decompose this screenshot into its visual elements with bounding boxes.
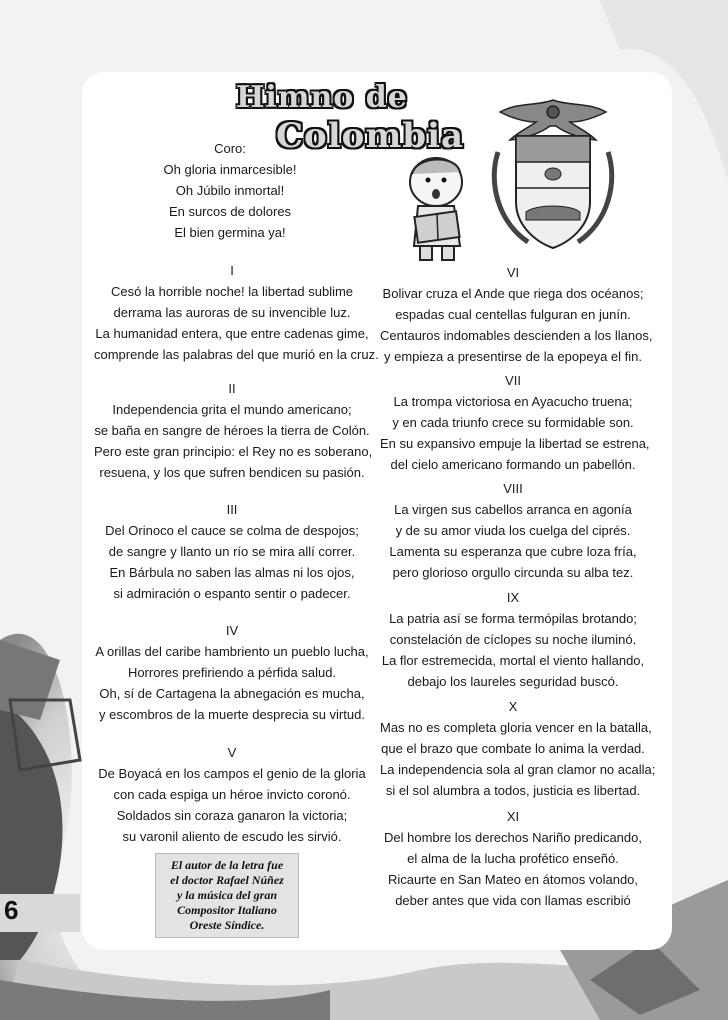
stanza-line: y de su amor viuda los cuelga del ciprés. bbox=[395, 523, 631, 538]
stanza-line: Del hombre los derechos Nariño predicando, bbox=[384, 830, 642, 845]
stanza-line: espadas cual centellas fulguran en junín. bbox=[395, 307, 631, 322]
stanza-line: La humanidad entera, que entre cadenas gime, bbox=[95, 326, 369, 341]
stanza-line: con cada espiga un héroe invicto coronó. bbox=[113, 787, 351, 802]
stanza-number: X bbox=[508, 699, 518, 714]
stanza-line: debajo los laureles seguridad buscó. bbox=[407, 674, 619, 689]
stanza-5 bbox=[94, 742, 370, 847]
stanza-1 bbox=[94, 260, 379, 365]
stanza-10 bbox=[380, 696, 656, 801]
page-number-tab bbox=[0, 894, 80, 932]
stanza-number: VI bbox=[506, 265, 520, 280]
stanza-line: resuena, y los que sufren bendicen su pasión. bbox=[99, 465, 365, 480]
stanza-line: Mas no es completa gloria vencer en la batalla, bbox=[380, 720, 652, 735]
chorus bbox=[150, 138, 310, 243]
credit-line: y la música del gran bbox=[176, 888, 277, 902]
stanza-line: pero glorioso orgullo circunda su alba tez. bbox=[392, 565, 634, 580]
stanza-line: Lamenta su esperanza que cubre loza fría, bbox=[389, 544, 637, 559]
stanza-line: y en cada triunfo crece su formidable son. bbox=[392, 415, 634, 430]
stanza-line: Ricaurte en San Mateo en átomos volando, bbox=[387, 872, 639, 887]
stanza-6 bbox=[380, 262, 653, 367]
stanza-line: Cesó la horrible noche! la libertad sublime bbox=[110, 284, 354, 299]
stanza-line: A orillas del caribe hambriento un pueblo lucha, bbox=[95, 644, 369, 659]
credit-line: El autor de la letra fue bbox=[170, 858, 284, 872]
stanza-number: VIII bbox=[503, 481, 523, 496]
stanza-line: y empieza a presentirse de la epopeya el fin. bbox=[384, 349, 642, 364]
coat-of-arms-icon bbox=[488, 92, 618, 252]
stanza-line: Centauros indomables descienden a los llanos, bbox=[380, 328, 653, 343]
stanza-line: que el brazo que combate lo anima la verdad. bbox=[381, 741, 645, 756]
title-line-2: Colombia bbox=[276, 116, 465, 156]
stanza-line: si admiración o espanto sentir o padecer. bbox=[113, 586, 351, 601]
stanza-11 bbox=[380, 806, 646, 911]
stanza-number: II bbox=[228, 381, 236, 396]
stanza-line: En Bárbula no saben las almas ni los ojos, bbox=[109, 565, 355, 580]
stanza-number: IX bbox=[506, 590, 520, 605]
stanza-line: derrama las auroras de su invencible luz. bbox=[113, 305, 351, 320]
chorus-line: El bien germina ya! bbox=[174, 225, 286, 240]
chorus-line: Oh Júbilo inmortal! bbox=[175, 183, 285, 198]
stanza-number: XI bbox=[506, 809, 520, 824]
singing-boy-illustration bbox=[398, 148, 476, 264]
stanza-line: del cielo americano formando un pabellón. bbox=[390, 457, 636, 472]
stanza-8 bbox=[380, 478, 646, 583]
stanza-number: V bbox=[227, 745, 237, 760]
chorus-line: En surcos de dolores bbox=[168, 204, 292, 219]
stanza-line: La trompa victoriosa en Ayacucho truena; bbox=[393, 394, 633, 409]
stanza-4 bbox=[94, 620, 370, 725]
stanza-line: De Boyacá en los campos el genio de la gloria bbox=[98, 766, 366, 781]
stanza-line: si el sol alumbra a todos, justicia es libertad. bbox=[385, 783, 641, 798]
stanza-line: comprende las palabras del que murió en la cruz. bbox=[94, 347, 379, 362]
stanza-line: Pero este gran principio: el Rey no es soberano, bbox=[94, 444, 373, 459]
stanza-line: su varonil aliento de escudo les sirvió. bbox=[122, 829, 342, 844]
chorus-heading: Coro: bbox=[214, 141, 246, 156]
stanza-line: deber antes que vida con llamas escribió bbox=[395, 893, 631, 908]
stanza-3 bbox=[94, 499, 370, 604]
credit-line: Compositor Italiano bbox=[177, 903, 277, 917]
credit-line: el doctor Rafael Núñez bbox=[170, 873, 284, 887]
stanza-number: IV bbox=[225, 623, 239, 638]
stanza-line: La virgen sus cabellos arranca en agonía bbox=[394, 502, 632, 517]
stanza-line: Oh, sí de Cartagena la abnegación es mucha, bbox=[99, 686, 365, 701]
credit-line: Oreste Síndice. bbox=[189, 918, 265, 932]
stanza-line: Soldados sin coraza ganaron la victoria; bbox=[116, 808, 348, 823]
stanza-2 bbox=[94, 378, 373, 483]
stanza-line: En su expansivo empuje la libertad se estrena, bbox=[380, 436, 650, 451]
title-line-1: Himno de bbox=[236, 80, 408, 115]
stanza-line: constelación de cíclopes su noche iluminó. bbox=[389, 632, 637, 647]
author-credit-box bbox=[155, 853, 299, 938]
stanza-line: se baña en sangre de héroes la tierra de Colón. bbox=[94, 423, 370, 438]
stanza-line: Independencia grita el mundo americano; bbox=[112, 402, 352, 417]
stanza-number: VII bbox=[505, 373, 521, 388]
stanza-line: el alma de la lucha profético enseñó. bbox=[407, 851, 619, 866]
chorus-line: Oh gloria inmarcesible! bbox=[163, 162, 297, 177]
stanza-line: de sangre y llanto un río se mira allí correr. bbox=[108, 544, 356, 559]
stanza-9 bbox=[380, 587, 646, 692]
stanza-number: I bbox=[230, 263, 234, 278]
stanza-line: Horrores prefiriendo a pérfida salud. bbox=[127, 665, 337, 680]
stanza-line: La independencia sola al gran clamor no acalla; bbox=[380, 762, 656, 777]
stanza-number: III bbox=[226, 502, 238, 517]
stanza-line: Del Orinoco el cauce se colma de despojos; bbox=[105, 523, 359, 538]
stanza-line: Bolivar cruza el Ande que riega dos océanos; bbox=[382, 286, 644, 301]
stanza-line: La flor estremecida, mortal el viento hallando, bbox=[381, 653, 645, 668]
stanza-line: La patria así se forma termópilas brotando; bbox=[389, 611, 637, 626]
stanza-line: y escombros de la muerte desprecia su virtud. bbox=[99, 707, 365, 722]
stanza-7 bbox=[380, 370, 650, 475]
page-number: 6 bbox=[4, 895, 19, 925]
